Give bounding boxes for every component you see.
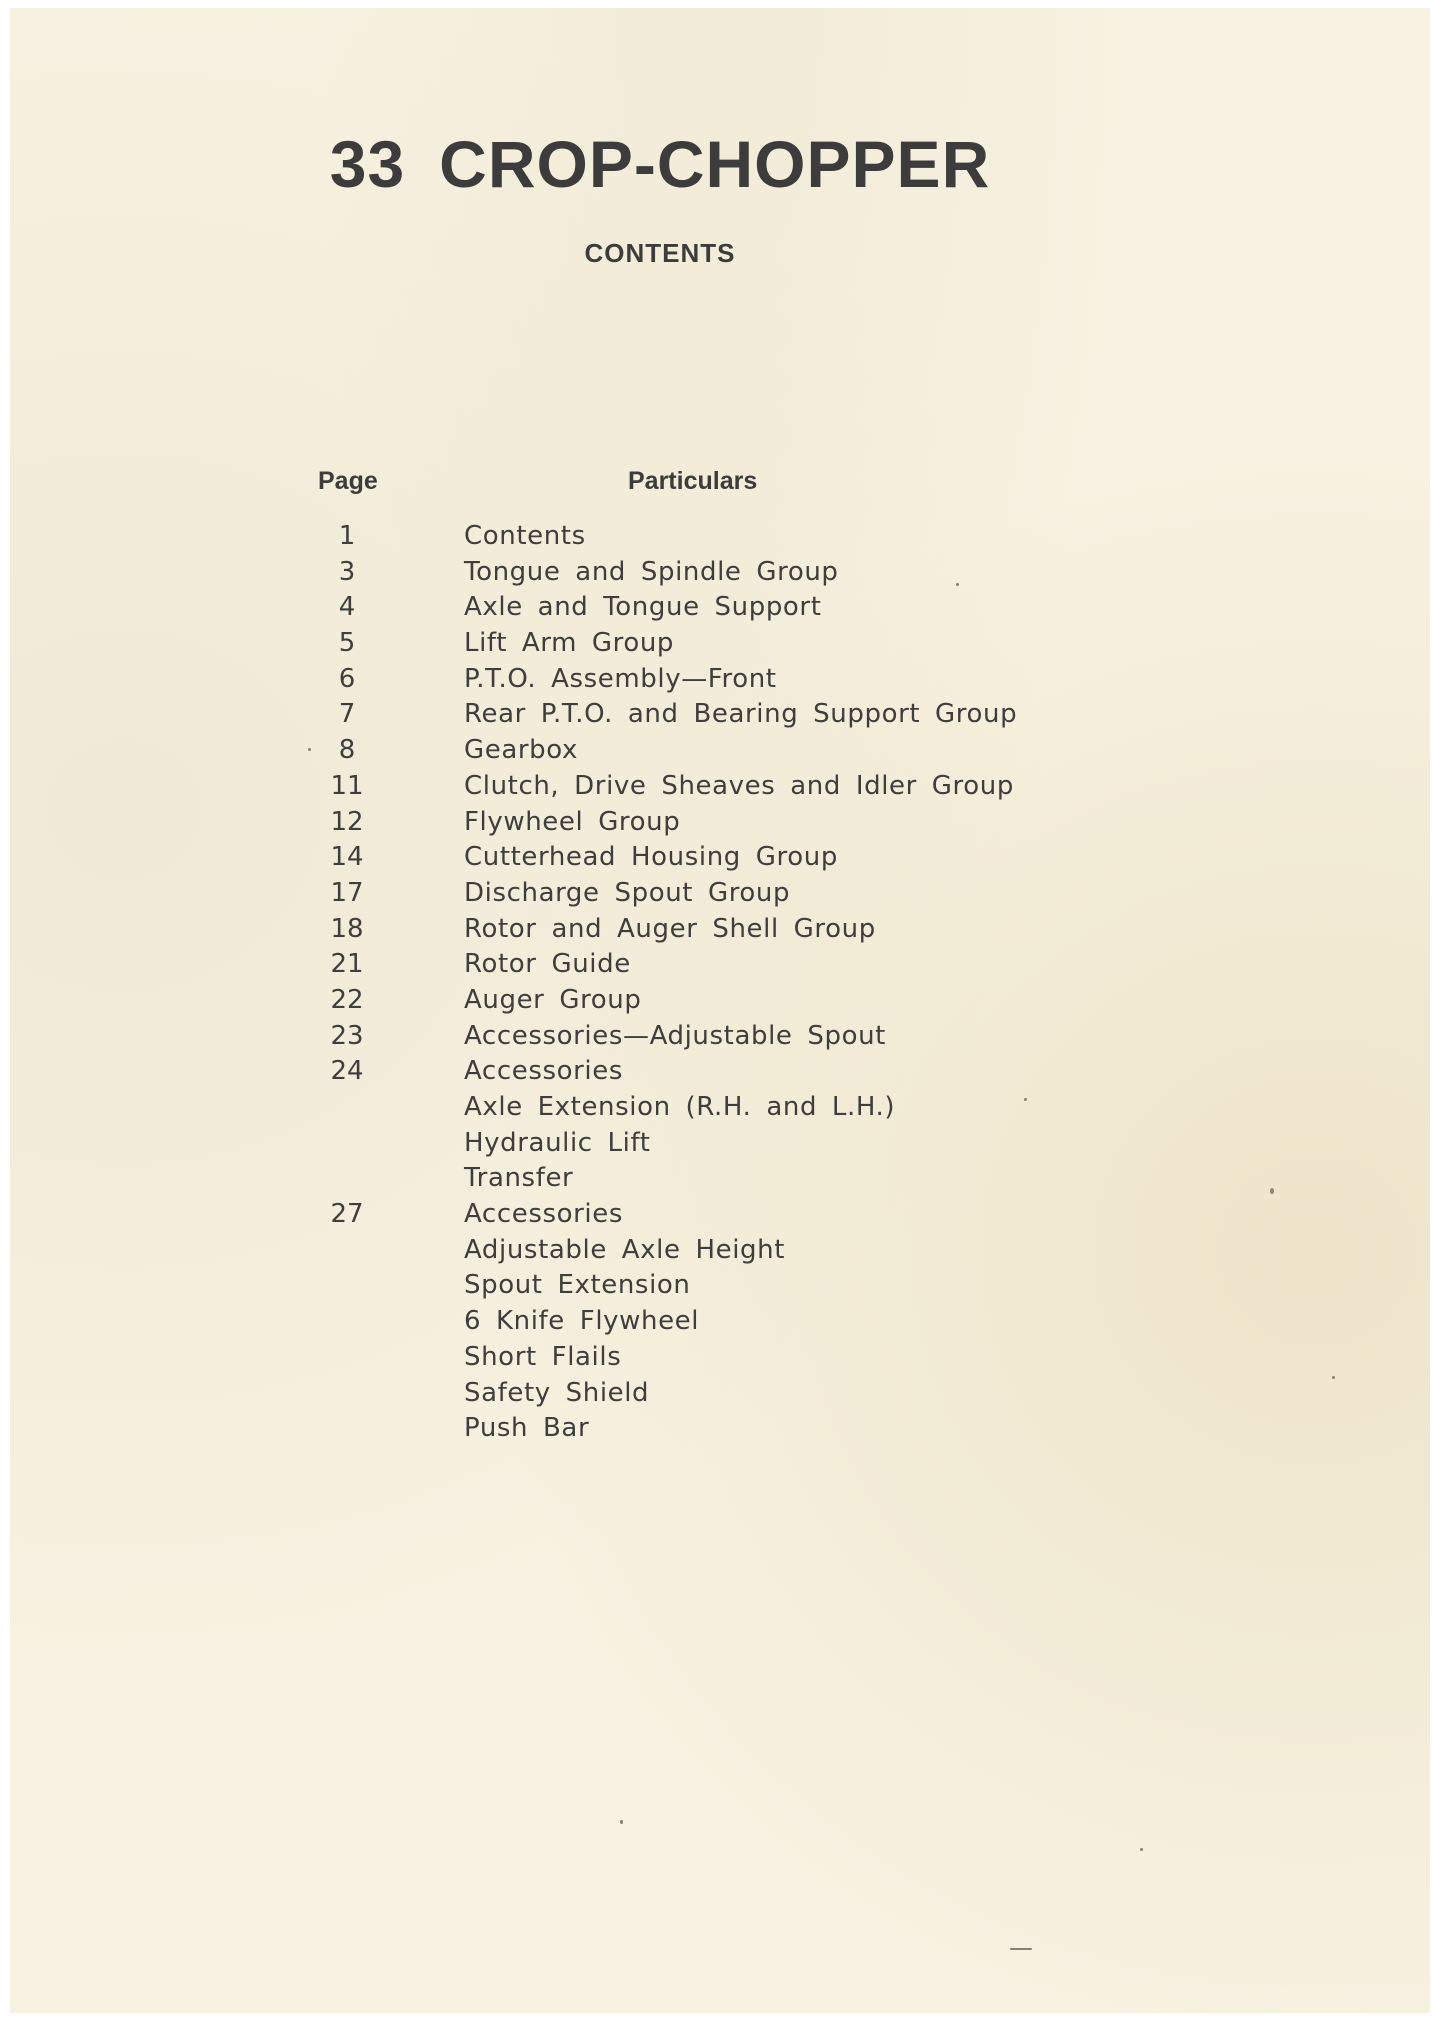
toc-particulars: Gearbox	[464, 735, 578, 766]
toc-row	[10, 1090, 1410, 1126]
paper-speck	[1010, 1948, 1032, 1950]
toc-particulars: Rotor Guide	[464, 949, 631, 980]
toc-page-number: 8	[338, 735, 356, 766]
toc-row	[10, 769, 1410, 805]
toc-page-number: 6	[338, 663, 356, 694]
toc-row	[10, 805, 1410, 841]
toc-particulars: Rear P.T.O. and Bearing Support Group	[464, 699, 1018, 730]
toc-particulars: Hydraulic Lift	[464, 1127, 651, 1158]
paper-speck	[1332, 1376, 1335, 1379]
document-page	[10, 8, 1430, 2013]
toc-row	[10, 1126, 1410, 1162]
page-column-header: Page	[318, 467, 378, 495]
toc-row	[10, 590, 1410, 626]
toc-page-number: 5	[338, 628, 356, 659]
contents-list	[10, 519, 1410, 1447]
toc-row	[10, 1233, 1410, 1269]
toc-row	[10, 697, 1410, 733]
toc-particulars: Push Bar	[464, 1413, 590, 1444]
document-title	[10, 126, 1310, 202]
toc-page-number: 11	[330, 770, 364, 801]
toc-particulars: Adjustable Axle Height	[464, 1234, 786, 1265]
toc-row	[10, 840, 1410, 876]
toc-particulars: Accessories	[464, 1056, 623, 1087]
title-number: 33	[329, 127, 406, 201]
toc-page-number: 18	[330, 913, 364, 944]
toc-particulars: Axle and Tongue Support	[464, 592, 822, 623]
paper-speck	[1270, 1188, 1274, 1194]
toc-row	[10, 1268, 1410, 1304]
toc-row	[10, 912, 1410, 948]
toc-particulars: Tongue and Spindle Group	[464, 556, 839, 587]
toc-particulars: P.T.O. Assembly—Front	[464, 663, 777, 694]
toc-particulars: Rotor and Auger Shell Group	[464, 913, 876, 944]
toc-page-number: 23	[330, 1020, 364, 1051]
paper-speck	[620, 1820, 623, 1824]
toc-particulars: Axle Extension (R.H. and L.H.)	[464, 1092, 896, 1122]
toc-particulars: Lift Arm Group	[464, 628, 675, 659]
toc-page-number: 24	[330, 1056, 364, 1087]
toc-particulars: 6 Knife Flywheel	[464, 1306, 700, 1337]
title-text: CROP-CHOPPER	[439, 127, 991, 201]
toc-particulars: Short Flails	[464, 1341, 622, 1372]
toc-row	[10, 626, 1410, 662]
paper-speck	[1140, 1848, 1143, 1851]
toc-particulars: Auger Group	[464, 984, 642, 1015]
toc-particulars: Accessories	[464, 1199, 623, 1230]
toc-row	[10, 876, 1410, 912]
toc-row	[10, 1197, 1410, 1233]
toc-row	[10, 1054, 1410, 1090]
paper-speck	[956, 583, 959, 586]
toc-row	[10, 947, 1410, 983]
toc-page-number: 4	[338, 592, 356, 623]
toc-particulars: Transfer	[464, 1163, 574, 1194]
toc-particulars: Flywheel Group	[464, 806, 681, 837]
toc-particulars: Contents	[464, 521, 586, 551]
toc-page-number: 7	[338, 699, 356, 730]
toc-row	[10, 662, 1410, 698]
toc-row	[10, 555, 1410, 591]
toc-particulars: Spout Extension	[464, 1270, 691, 1301]
paper-speck	[1024, 1098, 1027, 1101]
toc-particulars: Safety Shield	[464, 1377, 650, 1408]
toc-particulars: Accessories—Adjustable Spout	[464, 1020, 886, 1051]
toc-page-number: 3	[338, 556, 356, 587]
toc-page-number: 22	[330, 984, 364, 1015]
toc-row	[10, 733, 1410, 769]
contents-heading: CONTENTS	[584, 238, 736, 268]
toc-page-number: 27	[330, 1199, 364, 1230]
toc-row	[10, 1304, 1410, 1340]
toc-particulars: Cutterhead Housing Group	[464, 842, 838, 873]
toc-row	[10, 983, 1410, 1019]
toc-particulars: Clutch, Drive Sheaves and Idler Group	[464, 770, 1014, 801]
toc-page-number: 1	[338, 521, 356, 551]
toc-row	[10, 1019, 1410, 1055]
toc-particulars: Discharge Spout Group	[464, 877, 791, 908]
toc-row	[10, 1340, 1410, 1376]
particulars-column-header: Particulars	[628, 467, 758, 495]
paper-speck	[308, 748, 311, 751]
toc-row	[10, 1161, 1410, 1197]
toc-row	[10, 1411, 1410, 1447]
toc-page-number: 14	[330, 842, 364, 873]
toc-row	[10, 1376, 1410, 1412]
toc-row	[10, 519, 1410, 555]
toc-page-number: 12	[330, 806, 364, 837]
toc-page-number: 17	[330, 877, 364, 908]
toc-page-number: 21	[330, 949, 364, 980]
